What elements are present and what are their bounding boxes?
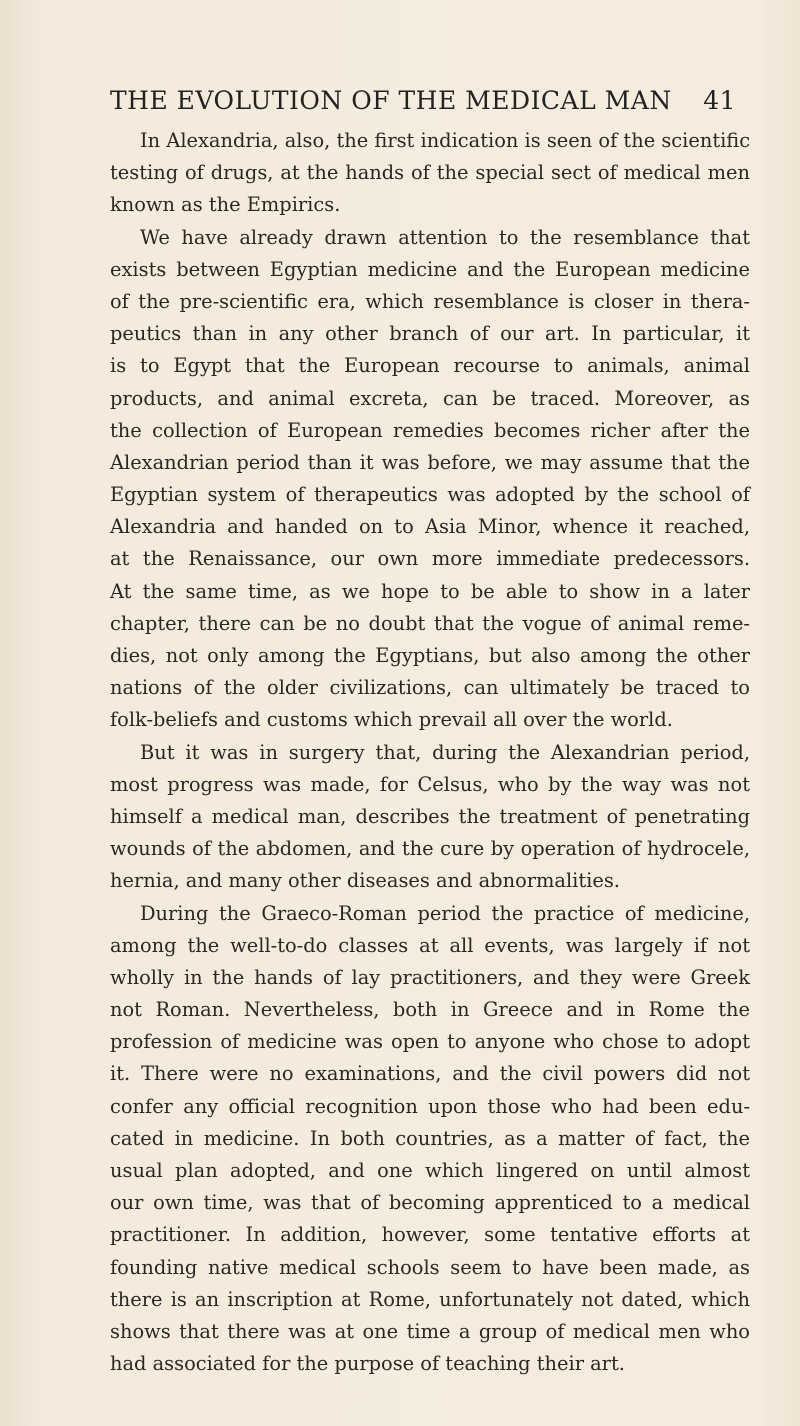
text-line: testing of drugs, at the hands of the special sect of medical men (110, 161, 750, 185)
text-line: nations of the older civilizations, can ultimately be traced to (110, 676, 750, 700)
text-line: hernia, and many other diseases and abnormalities. (110, 869, 620, 893)
text-line: the collection of European remedies becomes richer after the (110, 418, 750, 442)
text-line: among the well-to-do classes at all events, was largely if not (110, 933, 750, 957)
text-line: had associated for the purpose of teaching their art. (110, 1352, 625, 1376)
text-line: peutics than in any other branch of our art. In particular, it (110, 322, 750, 346)
body-text (110, 125, 750, 1380)
text-line: usual plan adopted, and one which lingered on until almost (110, 1159, 750, 1182)
text-line: our own time, was that of becoming apprenticed to a medical (110, 1191, 750, 1215)
text-line: not Roman. Nevertheless, both in Greece and in Rome the (110, 998, 750, 1022)
text-line: is to Egypt that the European recourse to animals, animal (110, 354, 750, 378)
text-line: there is an inscription at Rome, unfortunately not dated, which (110, 1287, 750, 1311)
text-line: Alexandrian period than it was before, we may assume that the (110, 450, 750, 474)
text-line: it. There were no examinations, and the civil powers did not (110, 1062, 750, 1086)
text-line: founding native medical schools seem to have been made, as (110, 1255, 750, 1279)
text-line: shows that there was at one time a group of medical men who (110, 1319, 750, 1343)
running-head (110, 86, 750, 115)
text-line: of the pre-scientific era, which resemblance is closer in thera- (110, 289, 750, 313)
text-line: confer any official recognition upon those who had been edu- (110, 1094, 750, 1118)
text-line: We have already drawn attention to the resemblance that (140, 225, 750, 249)
text-line: practitioner. In addition, however, some tentative efforts at (110, 1223, 750, 1247)
text-line: folk-beliefs and customs which prevail all over the world. (110, 708, 673, 732)
text-line: himself a medical man, describes the treatment of penetrating (110, 804, 750, 828)
text-line: dies, not only among the Egyptians, but also among the other (110, 644, 750, 667)
text-line: products, and animal excreta, can be traced. Moreover, as (110, 386, 750, 410)
text-line: exists between Egyptian medicine and the European medicine (110, 257, 750, 281)
text-line: But it was in surgery that, during the Alexandrian period, (140, 740, 750, 764)
text-line: most progress was made, for Celsus, who by the way was not (110, 772, 750, 796)
page-number: 41 (703, 86, 736, 115)
text-line: cated in medicine. In both countries, as a matter of fact, the (110, 1126, 750, 1150)
text-line: wholly in the hands of lay practitioners, and they were Greek (110, 965, 750, 989)
text-line: profession of medicine was open to anyone who chose to adopt (110, 1030, 750, 1054)
text-line: Alexandria and handed on to Asia Minor, whence it reached, (110, 515, 750, 539)
text-line: During the Graeco-Roman period the practice of medicine, (140, 901, 750, 925)
text-line: at the Renaissance, our own more immediate predecessors. (110, 547, 750, 571)
text-line: wounds of the abdomen, and the cure by operation of hydrocele, (110, 837, 750, 861)
text-line: Egyptian system of therapeutics was adopted by the school of (110, 483, 750, 507)
running-head-title: THE EVOLUTION OF THE MEDICAL MAN (110, 86, 672, 115)
text-line: chapter, there can be no doubt that the vogue of animal reme- (110, 611, 750, 635)
text-line: At the same time, as we hope to be able to show in a later (110, 579, 750, 603)
text-line: In Alexandria, also, the first indication is seen of the scientific (140, 129, 751, 152)
text-line: known as the Empirics. (110, 193, 341, 217)
